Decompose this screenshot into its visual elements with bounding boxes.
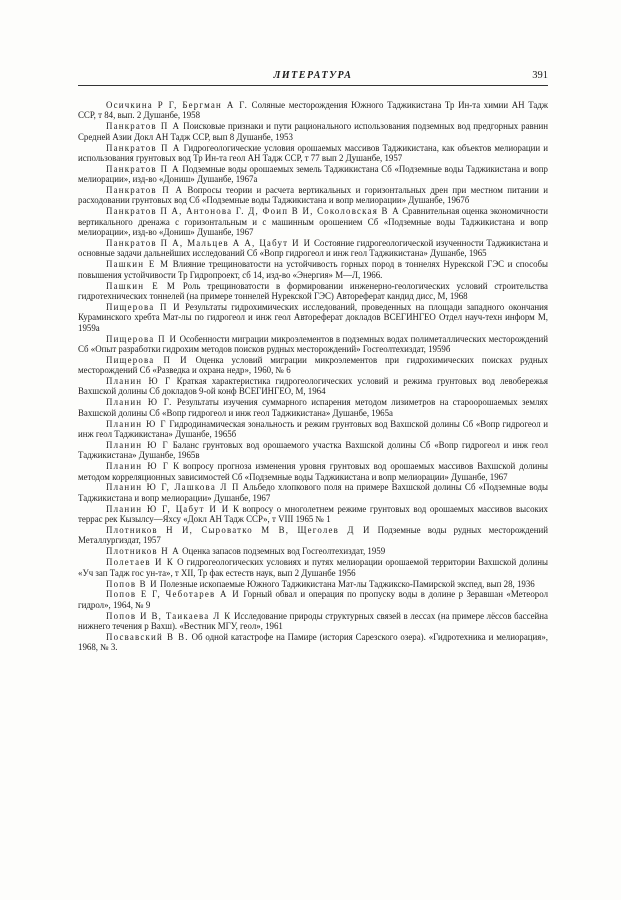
- entry-text: Особенности миграции микроэлементов в подземных водах полиметаллических месторождений Сб «Опыт разработки гидрохим методов поисков рудных месторождений» Госгеолтехиздат, 1959б: [78, 333, 548, 354]
- entry-author: Попов И В, Таикаева Л К: [106, 610, 232, 621]
- bibliography-entry: [78, 525, 548, 546]
- bibliography-entry: [78, 185, 548, 206]
- bibliography-entry: [78, 376, 548, 397]
- entry-text: Соляные месторождения Южного Таджикистана Тр Ин-та химии АН Тадж ССР, т 84, вып. 2 Душанбе, 1958: [78, 100, 548, 121]
- entry-author: Плотников Н И, Сыроватко М В, Щеголев Д И: [106, 525, 371, 536]
- entry-text: О гидрогеологических условиях и путях мелиорации орошаемой территории Вахшской долины «Уч зап Тадж гос ун-та», т XII, Тр фак естеств наук, вып 2 Душанбе 1956: [78, 557, 548, 578]
- entry-author: Плотников Н А: [106, 546, 180, 557]
- bibliography-entry: [78, 632, 548, 653]
- entry-author: Панкратов П А: [106, 163, 180, 174]
- bibliography-entry: [78, 238, 548, 259]
- bibliography-entry: [78, 397, 548, 418]
- entry-author: Панкратов П А: [106, 142, 181, 153]
- bibliography-entry: [78, 164, 548, 185]
- entry-text: Горный обвал и операция по пропуску воды в долине р Зеравшан «Метеорол гидрол», 1964, № 9: [78, 589, 548, 610]
- bibliography-entry: [78, 302, 548, 333]
- entry-text: К вопросу прогноза изменения уровня грунтовых вод орошаемых массивов Вахшской долины методом корреляционных зависимостей Сб «Подземные воды Таджикистана и вопр мелиорации» Душанбе, 1967: [78, 461, 548, 482]
- entry-text: Исследование природы структурных связей в лессах (на примере лёссов бассейна нижнего течения р Вахш). «Вестник МГУ, геол», 1961: [78, 610, 548, 632]
- entry-text: Влияние трещиноватости на устойчивость горных пород в тоннелях Нурекской ГЭС и способы повышения устойчивости Тр Гидропроект, сб 14, изд-во «Энергия» М—Л, 1966.: [78, 259, 548, 280]
- entry-author: Осичкина Р Г, Бергман А Г.: [106, 100, 249, 110]
- entry-text: Полезные ископаемые Южного Таджикистана Мат-лы Таджикско-Памирской экспед, вып 28, 1936: [157, 578, 535, 589]
- entry-text: Оценка условий миграции микроэлементов при гидрохимических поисках рудных месторождений Сб «Разведка и охрана недр», 1960, № 6: [78, 354, 548, 376]
- bibliography-entry: [78, 121, 548, 142]
- entry-text: Баланс грунтовых вод орошаемого участка Вахшской долины Сб «Вопр гидрогеол и инж геол Таджикистана» Душанбе, 1965в: [78, 439, 548, 461]
- entry-text: Роль трещиноватости в формировании инженерно-геологических условий строительства гидротехнических тоннелей (на примере тоннелей Нурекской ГЭС) Автореферат кандид дисс, М, 1968: [78, 280, 548, 301]
- bibliography-entry: [78, 557, 548, 578]
- entry-text: Краткая характеристика гидрогеологических условий и режима грунтовых вод левобережья Вахшской долины Сб докладов 9-ой конф ВСЕГИНГЕО, М, 1964: [78, 376, 549, 397]
- bibliography-entry: [78, 504, 548, 525]
- entry-text: Подземные воды рудных месторождений Металлургиздат, 1957: [78, 525, 548, 546]
- entry-author: Полетаев И К: [106, 557, 175, 568]
- entry-text: Гидродинамическая зональность и режим грунтовых вод Вахшской долины Сб «Вопр гидрогеол и инж геол Таджикистана» Душанбе, 1965б: [78, 418, 548, 439]
- entry-text: Альбедо хлопкового поля на примере Вахшской долины Сб «Подземные воды Таджикистана и вопр мелиорации» Душанбе, 1967: [78, 482, 548, 503]
- entry-text: Сравнительная оценка экономичности вертикального дренажа с горизонтальным и с машинным орошением Сб «Подземные воды Таджикистана и вопр мелиорации», изд-во «Дониш» Душанбе, 1967: [78, 206, 548, 238]
- bibliography-entry: [78, 419, 548, 440]
- entry-author: Панкратов П А: [106, 185, 184, 196]
- entry-author: Планин Ю Г, Лашкова Л П: [106, 482, 240, 493]
- entry-text: Результаты гидрохимических исследований, проведенных на площади западного окончания Кураминского хребта Мат-лы по гидрогеол и инж геол Автореферат докладов ВСЕГИНГЕО Отдел науч-техн информ М, 1959а: [78, 301, 548, 333]
- entry-author: Пашкин Е М: [106, 259, 170, 270]
- entry-author: Панкратов П А, Мальцев А А, Цабут И И: [106, 238, 312, 249]
- entry-author: Попов В И: [106, 578, 158, 589]
- entry-text: Подземные воды орошаемых земель Таджикистана Сб «Подземные воды Таджикистана и вопр мелиорации», изд-во «Дониш» Душанбе, 1967а: [78, 163, 548, 185]
- entry-author: Пищерова П И: [106, 354, 188, 365]
- bibliography-entry: [78, 611, 548, 632]
- header-rule: [78, 85, 548, 86]
- bibliography-list: [78, 100, 548, 653]
- bibliography-entry: [78, 281, 548, 302]
- running-header: [78, 70, 548, 90]
- bibliography-entry: [78, 579, 548, 589]
- entry-author: Планин Ю Г: [106, 439, 169, 450]
- entry-author: Посвавский В В.: [106, 632, 189, 643]
- bibliography-entry: [78, 259, 548, 280]
- entry-author: Планин Ю Г: [106, 418, 167, 429]
- entry-author: Планин Ю Г: [106, 376, 172, 387]
- entry-text: К вопросу о многолетнем режиме грунтовых вод орошаемых массивов высоких террас рек Кызылсу—Яхсу «Докл АН Тадж ССР», т VIII 1965 № 1: [78, 503, 548, 525]
- entry-author: Планин Ю Г, Цабут И И: [106, 503, 230, 514]
- entry-author: Пашкин Е М: [106, 280, 177, 291]
- bibliography-entry: [78, 206, 548, 237]
- entry-author: Планин Ю Г.: [106, 397, 173, 408]
- entry-author: Планин Ю Г: [106, 461, 170, 472]
- entry-text: Гидрогеологические условия орошаемых массивов Таджикистана, как объектов мелиорации и использования грунтовых вод Тр Ин-та геол АН Тадж ССР, т 77 вып 2 Душанбе, 1957: [78, 142, 548, 163]
- entry-author: Пищерова П И: [106, 301, 181, 312]
- entry-text: Об одной катастрофе на Памире (история Сарезского озера). «Гидротехника и мелиорация», 1968, № 3.: [78, 632, 549, 653]
- bibliography-entry: [78, 334, 548, 355]
- bibliography-entry: [78, 143, 548, 164]
- entry-text: Состояние гидрогеологической изученности Таджикистана и основные задачи дальнейших исследований Сб «Вопр гидрогеол и инж геол Таджикистана» Душанбе, 1965: [78, 238, 548, 259]
- entry-author: Панкратов П А: [106, 121, 181, 132]
- entry-text: Поисковые признаки и пути рационального использования подземных вод предгорных равнин Средней Азии Докл АН Тадж ССР, вып 8 Душанбе, 1953: [78, 121, 548, 142]
- bibliography-entry: [78, 355, 548, 376]
- bibliography-entry: [78, 461, 548, 482]
- page-number: 391: [532, 70, 548, 81]
- entry-text: Вопросы теории и расчета вертикальных и горизонтальных дрен при местном питании и расходовании грунтовых вод Сб «Подземные воды Таджикистана и вопр мелиорации» Душанбе, 1967б: [78, 185, 548, 206]
- entry-author: Попов Е Г, Чеботарев А И: [106, 589, 240, 600]
- entry-text: Результаты изучения суммарного испарения методом лизиметров на староорошаемых землях Вахшской долины Сб «Вопр гидрогеол и инж геол Таджикистана» Душанбе, 1965а: [78, 397, 548, 418]
- bibliography-entry: [78, 589, 548, 610]
- bibliography-entry: [78, 100, 548, 121]
- bibliography-entry: [78, 546, 548, 556]
- bibliography-entry: [78, 482, 548, 503]
- entry-text: Оценка запасов подземных вод Госгеолтехиздат, 1959: [179, 546, 386, 557]
- entry-author: Пищерова П И: [106, 333, 178, 344]
- entry-author: Панкратов П А, Антонова Г. Д, Фоип В И, Соколовская В А: [106, 206, 400, 217]
- header-title: ЛИТЕРАТУРА: [273, 70, 353, 81]
- bibliography-entry: [78, 440, 548, 461]
